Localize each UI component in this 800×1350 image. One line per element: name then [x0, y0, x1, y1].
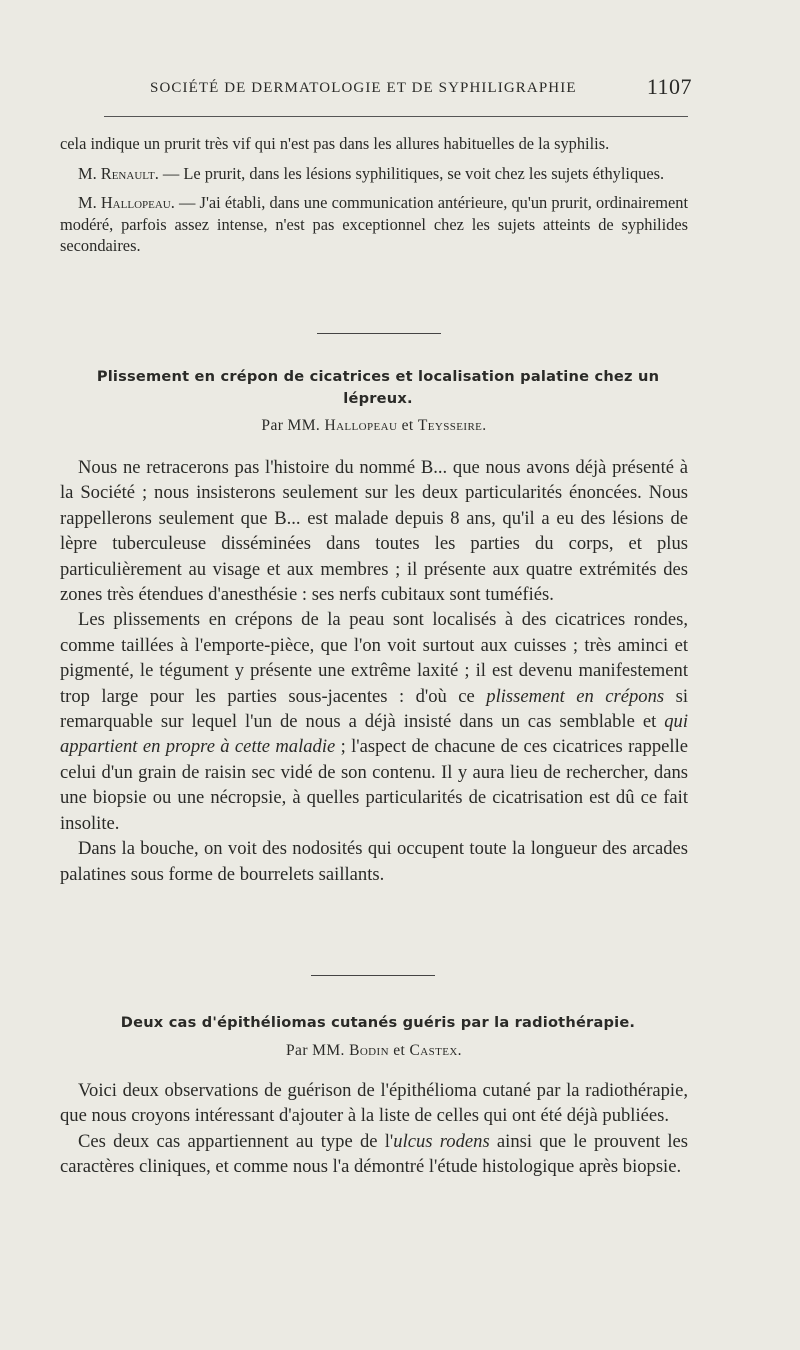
speaker-renault: Renault.: [100, 163, 159, 183]
discussion-block: [60, 133, 688, 257]
article2-paragraph-2: Ces deux cas appartiennent au type de l'ulcus rodens ainsi que le prouvent les caractères cliniques, et comme nous l'a démontré l'étude histologique après biopsie.: [60, 1130, 689, 1178]
article1-body: [60, 455, 688, 887]
article1-title: Plissement en crépon de cicatrices et localisation palatine chez un lépreux.: [96, 368, 660, 407]
page-number: 1107: [646, 74, 692, 99]
speaker-hallopeau: Hallopeau.: [100, 193, 175, 212]
emphasis-ulcus-rodens: ulcus rodens: [393, 1130, 490, 1152]
article2-paragraph-1: Voici deux observations de guérison de l'épithélioma cutané par la radiothérapie, que nous croyons intéressant d'ajouter à la liste de celles qui ont été déjà publiées.: [60, 1080, 688, 1127]
renault-remark: M. Renault. — Le prurit, dans les lésions syphilitiques, se voit chez les sujets éthyliques.: [78, 163, 665, 183]
article1-paragraph-3: Dans la bouche, on voit des nodosités qui occupent toute la longueur des arcades palatines sous forme de bourrelets saillants.: [60, 838, 688, 885]
hallopeau-remark: M. Hallopeau. — J'ai établi, dans une communication antérieure, qu'un prurit, ordinairement modéré, parfois assez intense, n'est pas exceptionnel chez les sujets atteints de syphilides secondaires.: [60, 193, 688, 255]
section-separator: [317, 333, 441, 334]
article1-paragraph-2: Les plissements en crépons de la peau sont localisés à des cicatrices rondes, comme taillées à l'emporte-pièce, que l'on voit surtout aux cuisses ; très aminci et pigmenté, le tégument y présente une extrême laxité ; il est devenu manifestement trop large pour les parties sous-jacentes : d'où ce plissement en crépons si remarquable sur lequel l'un de nous a déjà insisté dans un cas semblable et qui appartient en propre à cette maladie ; l'aspect de chacune de ces cicatrices rappelle celui d'un grain de raisin sec vidé de son contenu. Il y aura lieu de rechercher, dans une biopsie ou une nécropsie, à quelles particularités de cicatrisation est dû ce fait insolite.: [60, 609, 688, 834]
article2-authors: Par MM. Bodin et Castex.: [286, 1042, 462, 1059]
article1-authors: Par MM. Hallopeau et Teysseire.: [261, 417, 487, 434]
emphasis-plissement: plissement en crépons: [486, 685, 665, 707]
page-header: [60, 74, 692, 104]
article1-paragraph-1: Nous ne retracerons pas l'histoire du nommé B... que nous avons déjà présenté à la Société ; nous insisterons seulement sur les deux particularités énoncées. Nous rappellerons seulement que B... est malade depuis 8 ans, qu'il a eu des lésions de lèpre tuberculeuse disséminées dans toutes les parties du corps, et plus particulièrement au visage et aux membres ; il présente aux quatre extrémités des zones très étendues d'anesthésie : ses nerfs cubitaux sont tuméfiés.: [60, 457, 688, 606]
article2-body: [60, 1078, 688, 1180]
discussion-paragraph-1: cela indique un prurit très vif qui n'est pas dans les allures habituelles de la syphilis.: [60, 134, 610, 153]
emphasis-maladie: qui appartient en propre à cette maladie: [60, 711, 688, 758]
article2-title: Deux cas d'épithéliomas cutanés guéris par la radiothérapie.: [120, 1014, 636, 1031]
header-rule: [104, 116, 688, 117]
running-title: SOCIÉTÉ DE DERMATOLOGIE ET DE SYPHILIGRAPHIE: [150, 80, 577, 96]
section-separator-2: [311, 975, 435, 976]
